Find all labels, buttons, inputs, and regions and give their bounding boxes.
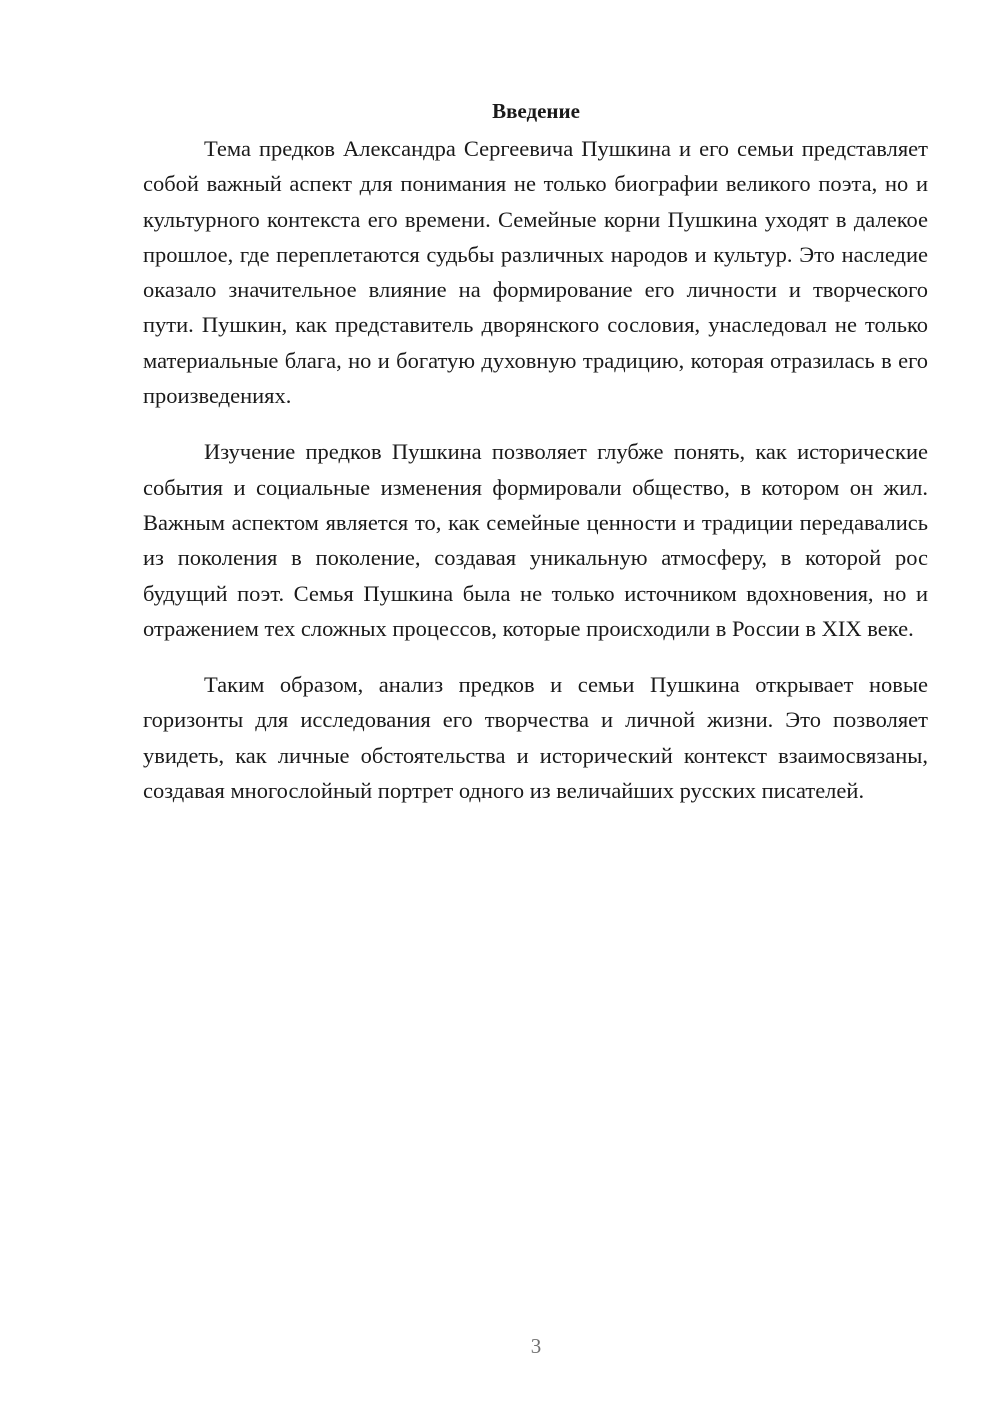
section-heading: Введение bbox=[492, 99, 580, 123]
paragraph: Таким образом, анализ предков и семьи Пушкина открывает новые горизонты для исследования его творчества и личной жизни. Это позволяет увидеть, как личные обстоятельства и исторический контекст взаимосвязаны, создавая многослойный портрет одного из величайших русских писателей. bbox=[143, 672, 928, 804]
page-content bbox=[143, 95, 928, 808]
paragraph: Изучение предков Пушкина позволяет глубже понять, как исторические события и социальные изменения формировали общество, в котором он жил. Важным аспектом является то, как семейные ценности и традиции передавались из поколения в поколение, создавая уникальную атмосферу, в которой рос будущий поэт. Семья Пушкина была не только источником вдохновения, но и отражением тех сложных процессов, которые происходили в России в XIX веке. bbox=[143, 439, 928, 641]
paragraph: Тема предков Александра Сергеевича Пушкина и его семьи представляет собой важный аспект для понимания не только биографии великого поэта, но и культурного контекста его времени. Семейные корни Пушкина уходят в далекое прошлое, где переплетаются судьбы различных народов и культур. Это наследие оказало значительное влияние на формирование его личности и творческого пути. Пушкин, как представитель дворянского сословия, унаследовал не только материальные блага, но и богатую духовную традицию, которая отразилась в его произведениях. bbox=[143, 136, 928, 409]
page-number: 3 bbox=[530, 1334, 542, 1358]
